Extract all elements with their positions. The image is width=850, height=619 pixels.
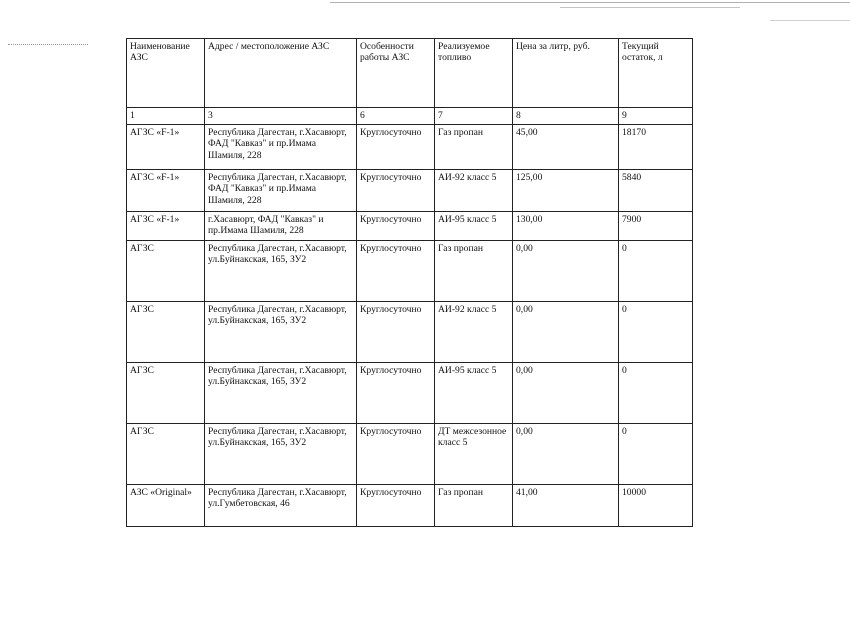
cell-name: АГЗС [127,363,205,424]
column-number: 9 [619,108,693,125]
table-row [127,363,693,424]
cell-name: АГЗС [127,424,205,485]
cell-fuel: Газ пропан [435,125,513,170]
cell-stock: 7900 [619,212,693,241]
cell-mode: Круглосуточно [357,363,435,424]
header-price: Цена за литр, руб. [513,39,619,108]
cell-mode: Круглосуточно [357,424,435,485]
column-number: 1 [127,108,205,125]
fuel-stations-table [126,38,693,527]
cell-mode: Круглосуточно [357,241,435,302]
cell-price: 0,00 [513,302,619,363]
scan-artifact-top [330,2,850,3]
cell-name: АГЗС «F-1» [127,170,205,212]
cell-stock: 18170 [619,125,693,170]
cell-fuel: ДТ межсезонное класс 5 [435,424,513,485]
cell-stock: 5840 [619,170,693,212]
column-number: 3 [205,108,357,125]
table-row [127,424,693,485]
cell-mode: Круглосуточно [357,302,435,363]
cell-address: Республика Дагестан, г.Хасавюрт, ул.Гумбетовская, 46 [205,485,357,527]
cell-price: 0,00 [513,424,619,485]
cell-fuel: АИ-92 класс 5 [435,302,513,363]
cell-price: 41,00 [513,485,619,527]
header-work-mode: Особенности работы АЗС [357,39,435,108]
cell-mode: Круглосуточно [357,170,435,212]
header-station-name: Наименование АЗС [127,39,205,108]
cell-fuel: АИ-95 класс 5 [435,363,513,424]
cell-name: АГЗС «F-1» [127,125,205,170]
header-fuel: Реализуемое топливо [435,39,513,108]
scan-artifact-right [770,20,850,21]
table-row [127,170,693,212]
cell-stock: 0 [619,424,693,485]
cell-address: Республика Дагестан, г.Хасавюрт, ул.Буйнакская, 165, ЗУ2 [205,363,357,424]
cell-price: 0,00 [513,241,619,302]
column-number: 6 [357,108,435,125]
cell-address: Республика Дагестан, г.Хасавюрт, ул.Буйнакская, 165, ЗУ2 [205,302,357,363]
table-header-row [127,39,693,108]
table-row [127,302,693,363]
cell-address: Республика Дагестан, г.Хасавюрт, ул.Буйнакская, 165, ЗУ2 [205,424,357,485]
cell-stock: 0 [619,363,693,424]
table-row [127,485,693,527]
column-number: 7 [435,108,513,125]
cell-stock: 10000 [619,485,693,527]
header-address: Адрес / местоположение АЗС [205,39,357,108]
cell-mode: Круглосуточно [357,485,435,527]
cell-name: АГЗС [127,241,205,302]
table-row [127,212,693,241]
cell-mode: Круглосуточно [357,125,435,170]
cell-price: 125,00 [513,170,619,212]
cell-address: Республика Дагестан, г.Хасавюрт, ФАД "Кавказ" и пр.Имама Шамиля, 228 [205,125,357,170]
cell-address: г.Хасавюрт, ФАД "Кавказ" и пр.Имама Шамиля, 228 [205,212,357,241]
header-stock: Текущий остаток, л [619,39,693,108]
scan-artifact-top-2 [560,7,740,8]
cell-stock: 0 [619,302,693,363]
cell-name: АГЗС «F-1» [127,212,205,241]
table-row [127,125,693,170]
cell-fuel: АИ-95 класс 5 [435,212,513,241]
column-numbers-row [127,108,693,125]
cell-price: 130,00 [513,212,619,241]
cell-price: 0,00 [513,363,619,424]
cell-name: АГЗС [127,302,205,363]
cell-mode: Круглосуточно [357,212,435,241]
cell-address: Республика Дагестан, г.Хасавюрт, ул.Буйнакская, 165, ЗУ2 [205,241,357,302]
cell-fuel: Газ пропан [435,241,513,302]
column-number: 8 [513,108,619,125]
cell-stock: 0 [619,241,693,302]
cell-fuel: АИ-92 класс 5 [435,170,513,212]
cell-price: 45,00 [513,125,619,170]
table-row [127,241,693,302]
cell-name: АЗС «Original» [127,485,205,527]
cell-fuel: Газ пропан [435,485,513,527]
cell-address: Республика Дагестан, г.Хасавюрт, ФАД "Кавказ" и пр.Имама Шамиля, 228 [205,170,357,212]
scan-artifact-left [8,44,88,47]
